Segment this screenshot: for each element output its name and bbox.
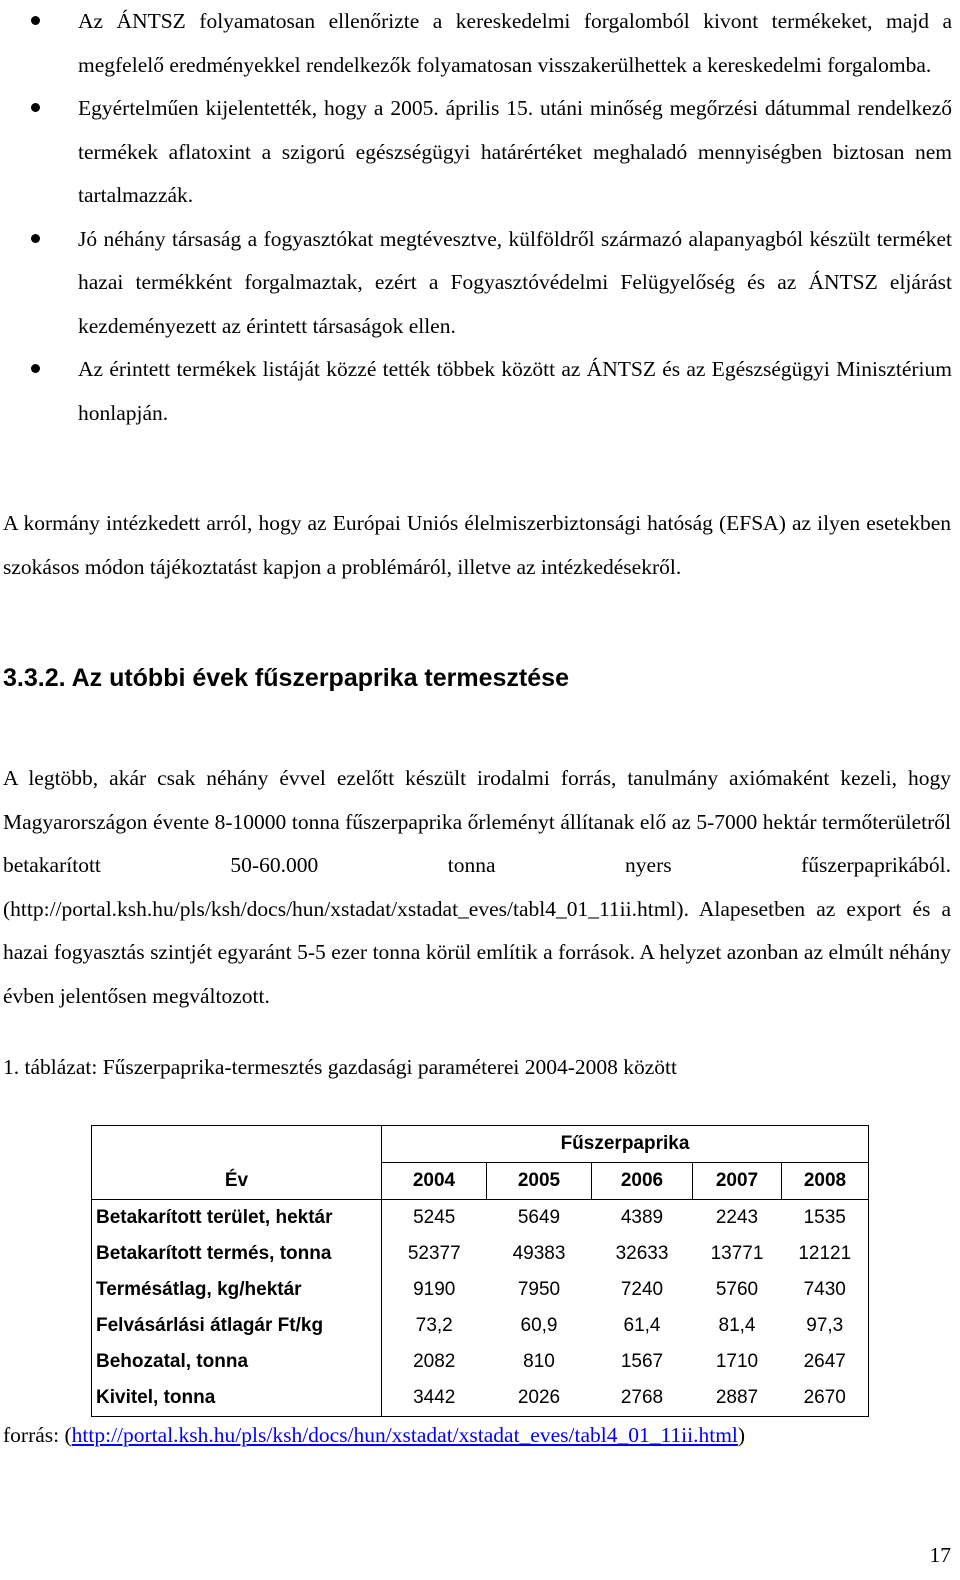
- data-table: [91, 1125, 869, 1417]
- table-cell: 12121: [782, 1236, 869, 1272]
- table-year-cell: 2004: [382, 1163, 487, 1200]
- table-row-label: Behozatal, tonna: [92, 1344, 382, 1380]
- bullet-item: [0, 0, 960, 87]
- table-cell: 81,4: [718, 1315, 756, 1336]
- table-row-label: Betakarított terület, hektár: [92, 1200, 382, 1237]
- table-cell: 13771: [710, 1243, 764, 1264]
- bullet-dot-icon: [31, 16, 40, 25]
- table-cell: 1535: [782, 1200, 869, 1237]
- bullet-dot-icon: [31, 364, 40, 373]
- table-cell: 7950: [517, 1279, 561, 1300]
- table-cell: 7430: [782, 1272, 869, 1308]
- table-cell: 49383: [512, 1243, 566, 1264]
- table-cell: 9190: [413, 1279, 456, 1300]
- table-cell: 61,4: [623, 1315, 661, 1336]
- table-row-label: Felvásárlási átlagár Ft/kg: [92, 1308, 382, 1344]
- table-row: [92, 1236, 869, 1272]
- table-group-header: Fűszerpaprika: [382, 1126, 869, 1163]
- table-header-row-years: [92, 1163, 869, 1200]
- bullet-item: [0, 348, 960, 435]
- table-cell: 2026: [487, 1380, 592, 1417]
- bullet-item: [0, 218, 960, 349]
- table-cell: 2887: [693, 1380, 782, 1417]
- bullet-text: Az érintett termékek listáját közzé tették többek között az ÁNTSZ és az Egészségügyi Minisztérium honlapján.: [78, 357, 952, 425]
- table-cell: 810: [523, 1351, 555, 1372]
- table-year-cell: 2007: [693, 1163, 782, 1200]
- table-cell: 73,2: [415, 1315, 453, 1336]
- source-suffix: ): [737, 1423, 746, 1447]
- bullet-dot-icon: [31, 234, 40, 243]
- table-year-cell: 2005: [487, 1163, 592, 1200]
- table-cell: 2082: [413, 1351, 456, 1372]
- table-cell: 97,3: [782, 1308, 869, 1344]
- table-cell: 60,9: [520, 1315, 558, 1336]
- table-row: [92, 1200, 869, 1237]
- table-cell: 2243: [693, 1200, 782, 1237]
- page-number: 17: [929, 1543, 951, 1567]
- table-cell: 52377: [407, 1243, 461, 1264]
- paragraph-main: A legtöbb, akár csak néhány évvel ezelőtt készült irodalmi forrás, tanulmány axiómaként kezeli, hogy Magyarországon évente 8-10000 tonna fűszerpaprika őrleményt állítanak elő az 5-7000 hektár termőterületről betakarított 50-60.000 tonna nyers fűszerpaprikából. (http://portal.ksh.hu/pls/ksh/docs/hun/xstadat/xstadat_eves/tabl4_01_11ii.html). Alapesetben az export és a hazai fogyasztás szintjét egyaránt 5-5 ezer tonna körül említik a források. A helyzet azonban az elmúlt néhány évben jelentősen megváltozott.: [3, 766, 951, 1008]
- table-year-cell: 2006: [592, 1163, 693, 1200]
- bullet-text: Az ÁNTSZ folyamatosan ellenőrizte a kereskedelmi forgalomból kivont termékeket, majd a megfelelő eredményekkel rendelkezők folyamatosan visszakerülhettek a kereskedelmi forgalomba.: [78, 9, 952, 77]
- table-source: [3, 1420, 745, 1450]
- bullet-text: Egyértelműen kijelentették, hogy a 2005. április 15. utáni minőség megőrzési dátummal rendelkező termékek aflatoxint a szigorú egészségügyi határértéket meghaladó mennyiségben biztosan nem tartalmazzák.: [78, 96, 952, 207]
- table-caption: 1. táblázat: Fűszerpaprika-termesztés gazdasági paraméterei 2004-2008 között: [3, 1055, 677, 1079]
- table-cell: 5245: [382, 1200, 487, 1237]
- bullet-text: Jó néhány társaság a fogyasztókat megtévesztve, külföldről származó alapanyagból készült terméket hazai termékként forgalmaztak, ezért a Fogyasztóvédelmi Felügyelőség és az ÁNTSZ eljárást kezdeményezett az érintett társaságok ellen.: [78, 226, 952, 338]
- section-heading: 3.3.2. Az utóbbi évek fűszerpaprika termesztése: [3, 664, 569, 692]
- table-row: [92, 1344, 869, 1380]
- table-row: [92, 1308, 869, 1344]
- table-row-label: Termésátlag, kg/hektár: [92, 1272, 382, 1308]
- bullet-item: [0, 87, 960, 218]
- table-cell: 1710: [715, 1351, 759, 1372]
- bullet-dot-icon: [31, 103, 40, 112]
- table-cell: 3442: [382, 1380, 487, 1417]
- table-year-header: Év: [92, 1163, 382, 1200]
- table-row-label: Kivitel, tonna: [92, 1380, 382, 1417]
- source-prefix: forrás: (: [3, 1423, 72, 1447]
- table-cell: 4389: [592, 1200, 693, 1237]
- table-cell: 2768: [592, 1380, 693, 1417]
- table-row: [92, 1380, 869, 1417]
- table-cell: 5649: [487, 1200, 592, 1237]
- table-cell: 7240: [620, 1279, 664, 1300]
- table-cell: 32633: [615, 1243, 669, 1264]
- source-link[interactable]: http://portal.ksh.hu/pls/ksh/docs/hun/xstadat/xstadat_eves/tabl4_01_11ii.html: [71, 1423, 738, 1447]
- table-row-label: Betakarított termés, tonna: [92, 1236, 382, 1272]
- table-cell: 2647: [782, 1344, 869, 1380]
- table-header-empty: [92, 1126, 382, 1163]
- table-cell: 1567: [620, 1351, 664, 1372]
- table-row: [92, 1272, 869, 1308]
- table-header-row-group: [92, 1126, 869, 1163]
- table-cell: 2670: [782, 1380, 869, 1417]
- paragraph-efsa: A kormány intézkedett arról, hogy az Európai Uniós élelmiszerbiztonsági hatóság (EFSA) az ilyen esetekben szokásos módon tájékoztatást kapjon a problémáról, illetve az intézkedésekről.: [3, 511, 951, 579]
- bullet-list: [0, 0, 960, 435]
- table-year-cell: 2008: [782, 1163, 869, 1200]
- table-cell: 5760: [715, 1279, 759, 1300]
